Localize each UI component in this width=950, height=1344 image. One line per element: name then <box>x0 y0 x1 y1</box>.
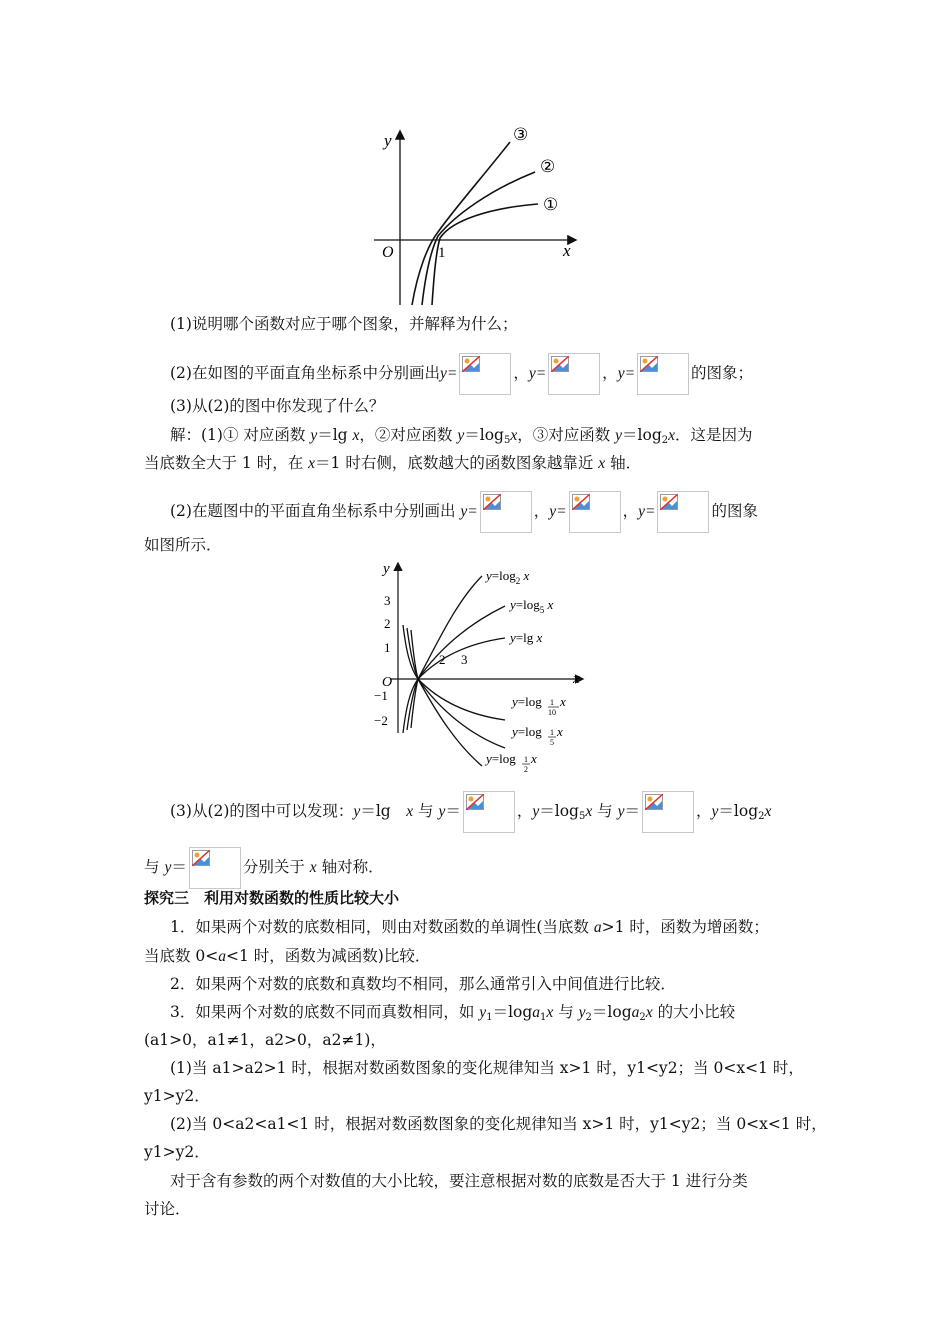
q2-comma-2: ， <box>602 364 618 382</box>
section3-p3-line2: (a1>0，a1≠1，a2>0，a2≠1)， <box>144 1031 386 1049</box>
text: 与 <box>553 1003 579 1021</box>
text: ．这是因为 <box>675 426 753 444</box>
subscript: 1 <box>540 1012 547 1023</box>
svg-text:10: 10 <box>548 708 556 717</box>
var: y <box>479 1004 487 1021</box>
var-y: y= <box>549 503 567 520</box>
var-x: x <box>668 427 676 444</box>
text: ，③对应函数 <box>517 426 616 444</box>
curve-2 <box>422 172 535 305</box>
subscript: 2 <box>639 1012 646 1023</box>
subscript: 2 <box>758 811 765 822</box>
origin-label: O <box>382 244 394 261</box>
var: a <box>532 1004 541 1021</box>
text: ＝ <box>624 802 641 820</box>
subscript: 1 <box>486 1012 493 1023</box>
var-x: x <box>309 859 317 876</box>
svg-text:2: 2 <box>524 765 528 773</box>
tick-one-label: 1 <box>438 245 446 261</box>
text: ，②对应函数 <box>359 426 458 444</box>
var-x: x <box>406 803 414 820</box>
text: y1<y2；当 0<x<1 时， <box>627 1059 804 1077</box>
x-axis-label: x <box>563 241 571 260</box>
text: ， <box>533 502 550 520</box>
label-log5: $y=\log_5$ x <box>510 597 554 615</box>
curve-lg <box>411 638 505 728</box>
subscript: 5 <box>578 811 586 822</box>
finding-line-2 <box>144 847 384 889</box>
var-y: y <box>711 803 719 820</box>
subscript: 5 <box>503 435 511 446</box>
var-y: y <box>353 803 361 820</box>
question-1: (1)说明哪个函数对应于哪个图象，并解释为什么； <box>170 315 518 333</box>
text: ， <box>696 802 712 820</box>
var-y: y <box>164 859 172 876</box>
label-log-1-5 <box>510 724 563 747</box>
y-tick-2: 2 <box>384 616 391 631</box>
svg-text:x: x <box>531 751 537 766</box>
missing-formula-image <box>657 491 709 533</box>
text: 与 <box>592 802 618 820</box>
subscript: 2 <box>585 1012 592 1023</box>
svg-text:y=log: y=log <box>512 694 542 709</box>
missing-formula-image <box>548 353 600 395</box>
label-log-1-2 <box>484 751 537 773</box>
text: 轴． <box>605 454 642 472</box>
text: (2)当 0<a2<a1<1 时，根据对数函数图象的变化规律知当 <box>170 1115 583 1133</box>
text: <1 时，函数为减函数)比较． <box>226 947 431 965</box>
var-y: y <box>310 427 318 444</box>
y-tick-1: 1 <box>384 640 391 655</box>
var-y: y <box>457 427 465 444</box>
section3-p4-line1: 对于含有参数的两个对数值的大小比较，要注意根据对数的底数是否大于 1 进行分类 <box>170 1172 748 1190</box>
var-x: x <box>585 803 593 820</box>
text: 1．如果两个对数的底数相同，则由对数函数的单调性(当底数 <box>170 918 594 936</box>
text: ＝log <box>539 802 579 820</box>
var-x: x <box>764 803 772 820</box>
svg-text:y=log: y=log <box>486 751 516 766</box>
svg-text:1: 1 <box>524 755 528 764</box>
x-tick-3: 3 <box>461 652 468 667</box>
var-y: y <box>617 803 625 820</box>
text: 3．如果两个对数的底数不同而真数相同，如 <box>170 1003 480 1021</box>
broken-image-icon <box>645 794 663 810</box>
label-log-1-10 <box>510 694 566 717</box>
text: 的大小比较 <box>652 1003 736 1021</box>
text: >1 时，函数为增函数； <box>601 918 769 936</box>
label-log2: $y=\log_2$ x <box>486 568 530 586</box>
broken-image-icon <box>192 850 210 866</box>
missing-formula-image <box>642 791 694 833</box>
var-y: y <box>438 803 446 820</box>
var: x <box>645 1004 653 1021</box>
section3-p4-line2: 讨论． <box>144 1200 191 1218</box>
curve-label-1: ① <box>543 195 559 214</box>
var-a: a <box>218 948 227 965</box>
broken-image-icon <box>640 356 658 372</box>
missing-formula-image <box>459 353 511 395</box>
text: ＝lg <box>360 802 407 820</box>
x-tick-2: 2 <box>439 652 446 667</box>
answer-line-3 <box>170 491 758 533</box>
text: x>1 时， <box>559 1059 628 1077</box>
missing-formula-image <box>480 491 532 533</box>
broken-image-icon <box>483 494 501 510</box>
curve-log-1-5 <box>407 628 505 748</box>
curve-3 <box>412 142 510 305</box>
curve-label-3: ③ <box>513 125 529 144</box>
q2-prefix: (2)在如图的平面直角坐标系中分别画出 <box>170 364 440 382</box>
curve-log5 <box>407 606 505 730</box>
svg-text:x: x <box>557 724 563 739</box>
text: (1)当 <box>170 1059 213 1077</box>
answer-line-4: 如图所示． <box>144 536 222 554</box>
section-heading: 探究三 利用对数函数的性质比较大小 <box>144 889 400 907</box>
text: 解：(1)① 对应函数 <box>170 426 311 444</box>
subscript: 2 <box>661 435 669 446</box>
q2-comma-1: ， <box>513 364 529 382</box>
missing-formula-image <box>637 353 689 395</box>
figure-1-graph <box>360 120 590 310</box>
text: a1>a2>1 时，根据对数函数图象的变化规律知当 <box>212 1059 560 1077</box>
x-axis-label: x <box>573 671 580 687</box>
svg-text:5: 5 <box>550 738 554 747</box>
section3-p1-line1 <box>170 917 769 938</box>
text: ＝ <box>171 858 187 876</box>
broken-image-icon <box>660 494 678 510</box>
y-tick-3: 3 <box>384 593 391 608</box>
text: ， <box>516 802 533 820</box>
text: (2)在题图中的平面直角坐标系中分别画出 <box>170 502 461 520</box>
broken-image-icon <box>462 356 480 372</box>
var-x: x <box>308 455 316 472</box>
var-x: x <box>510 427 518 444</box>
text: ＝1 时右侧，底数越大的函数图象越靠近 <box>315 454 599 472</box>
text: (3)从(2)的图中可以发现： <box>170 802 354 820</box>
var-x: x <box>598 455 606 472</box>
missing-formula-image <box>189 847 241 889</box>
broken-image-icon <box>466 794 484 810</box>
y-axis-label: y <box>383 561 390 577</box>
var-y: y <box>532 803 540 820</box>
question-2 <box>170 353 753 395</box>
finding-line-1 <box>170 791 771 833</box>
case-2-line1 <box>170 1114 827 1134</box>
text: ＝log <box>492 1003 533 1021</box>
text: 当底数 0< <box>144 947 219 965</box>
q2-suffix: 的图象； <box>691 364 754 382</box>
svg-text:1: 1 <box>550 728 554 737</box>
text: ＝ <box>445 802 461 820</box>
y-axis-label: y <box>384 131 392 150</box>
var-y: y <box>615 427 623 444</box>
var: y <box>578 1004 586 1021</box>
answer-line-2 <box>144 453 641 474</box>
q2-y1: y= <box>439 365 458 382</box>
var-a: a <box>593 919 602 936</box>
text: 与 <box>144 858 165 876</box>
section3-p2: 2．如果两个对数的底数和真数均不相同，那么通常引入中间值进行比较． <box>170 975 676 993</box>
curve-log-1-10 <box>411 630 505 720</box>
missing-formula-image <box>569 491 621 533</box>
text: y1<y2；当 0<x<1 时， <box>650 1115 827 1133</box>
broken-image-icon <box>551 356 569 372</box>
svg-text:y=log: y=log <box>512 724 542 739</box>
text: 分别关于 <box>242 858 310 876</box>
origin-label: O <box>382 675 393 690</box>
text: 轴对称． <box>316 858 384 876</box>
section3-p1-line2 <box>144 946 430 967</box>
var-x: x <box>352 427 360 444</box>
y-tick-neg2: −2 <box>374 713 388 728</box>
text: ＝lg <box>317 426 353 444</box>
var: a <box>631 1004 640 1021</box>
curve-label-2: ② <box>540 157 556 176</box>
text: 与 <box>413 802 439 820</box>
svg-text:1: 1 <box>550 698 554 707</box>
label-lg: y=lg x <box>510 630 543 645</box>
text: 的图象 <box>711 502 758 520</box>
broken-image-icon <box>572 494 590 510</box>
section3-p3-line1 <box>170 1002 735 1028</box>
text: ， <box>622 502 639 520</box>
answer-line-1 <box>170 425 753 451</box>
var-y: y= <box>460 503 478 520</box>
case-2-line2: y1>y2． <box>144 1143 210 1161</box>
text: 当底数全大于 1 时，在 <box>144 454 309 472</box>
var-y: y= <box>638 503 656 520</box>
case-1-line1 <box>170 1058 804 1078</box>
y-tick-neg1: −1 <box>374 688 388 703</box>
missing-formula-image <box>463 791 515 833</box>
figure-2-graph <box>360 558 590 773</box>
text: ＝log <box>622 426 662 444</box>
q2-y2: y= <box>528 365 547 382</box>
text: ＝log <box>718 802 759 820</box>
var: x <box>546 1004 554 1021</box>
text: ＝log <box>464 426 504 444</box>
text: ＝log <box>591 1003 632 1021</box>
text: x>1 时， <box>582 1115 651 1133</box>
case-1-line2: y1>y2． <box>144 1087 210 1105</box>
question-3: (3)从(2)的图中你发现了什么？ <box>170 397 385 415</box>
svg-text:x: x <box>560 694 566 709</box>
q2-y3: y= <box>617 365 636 382</box>
